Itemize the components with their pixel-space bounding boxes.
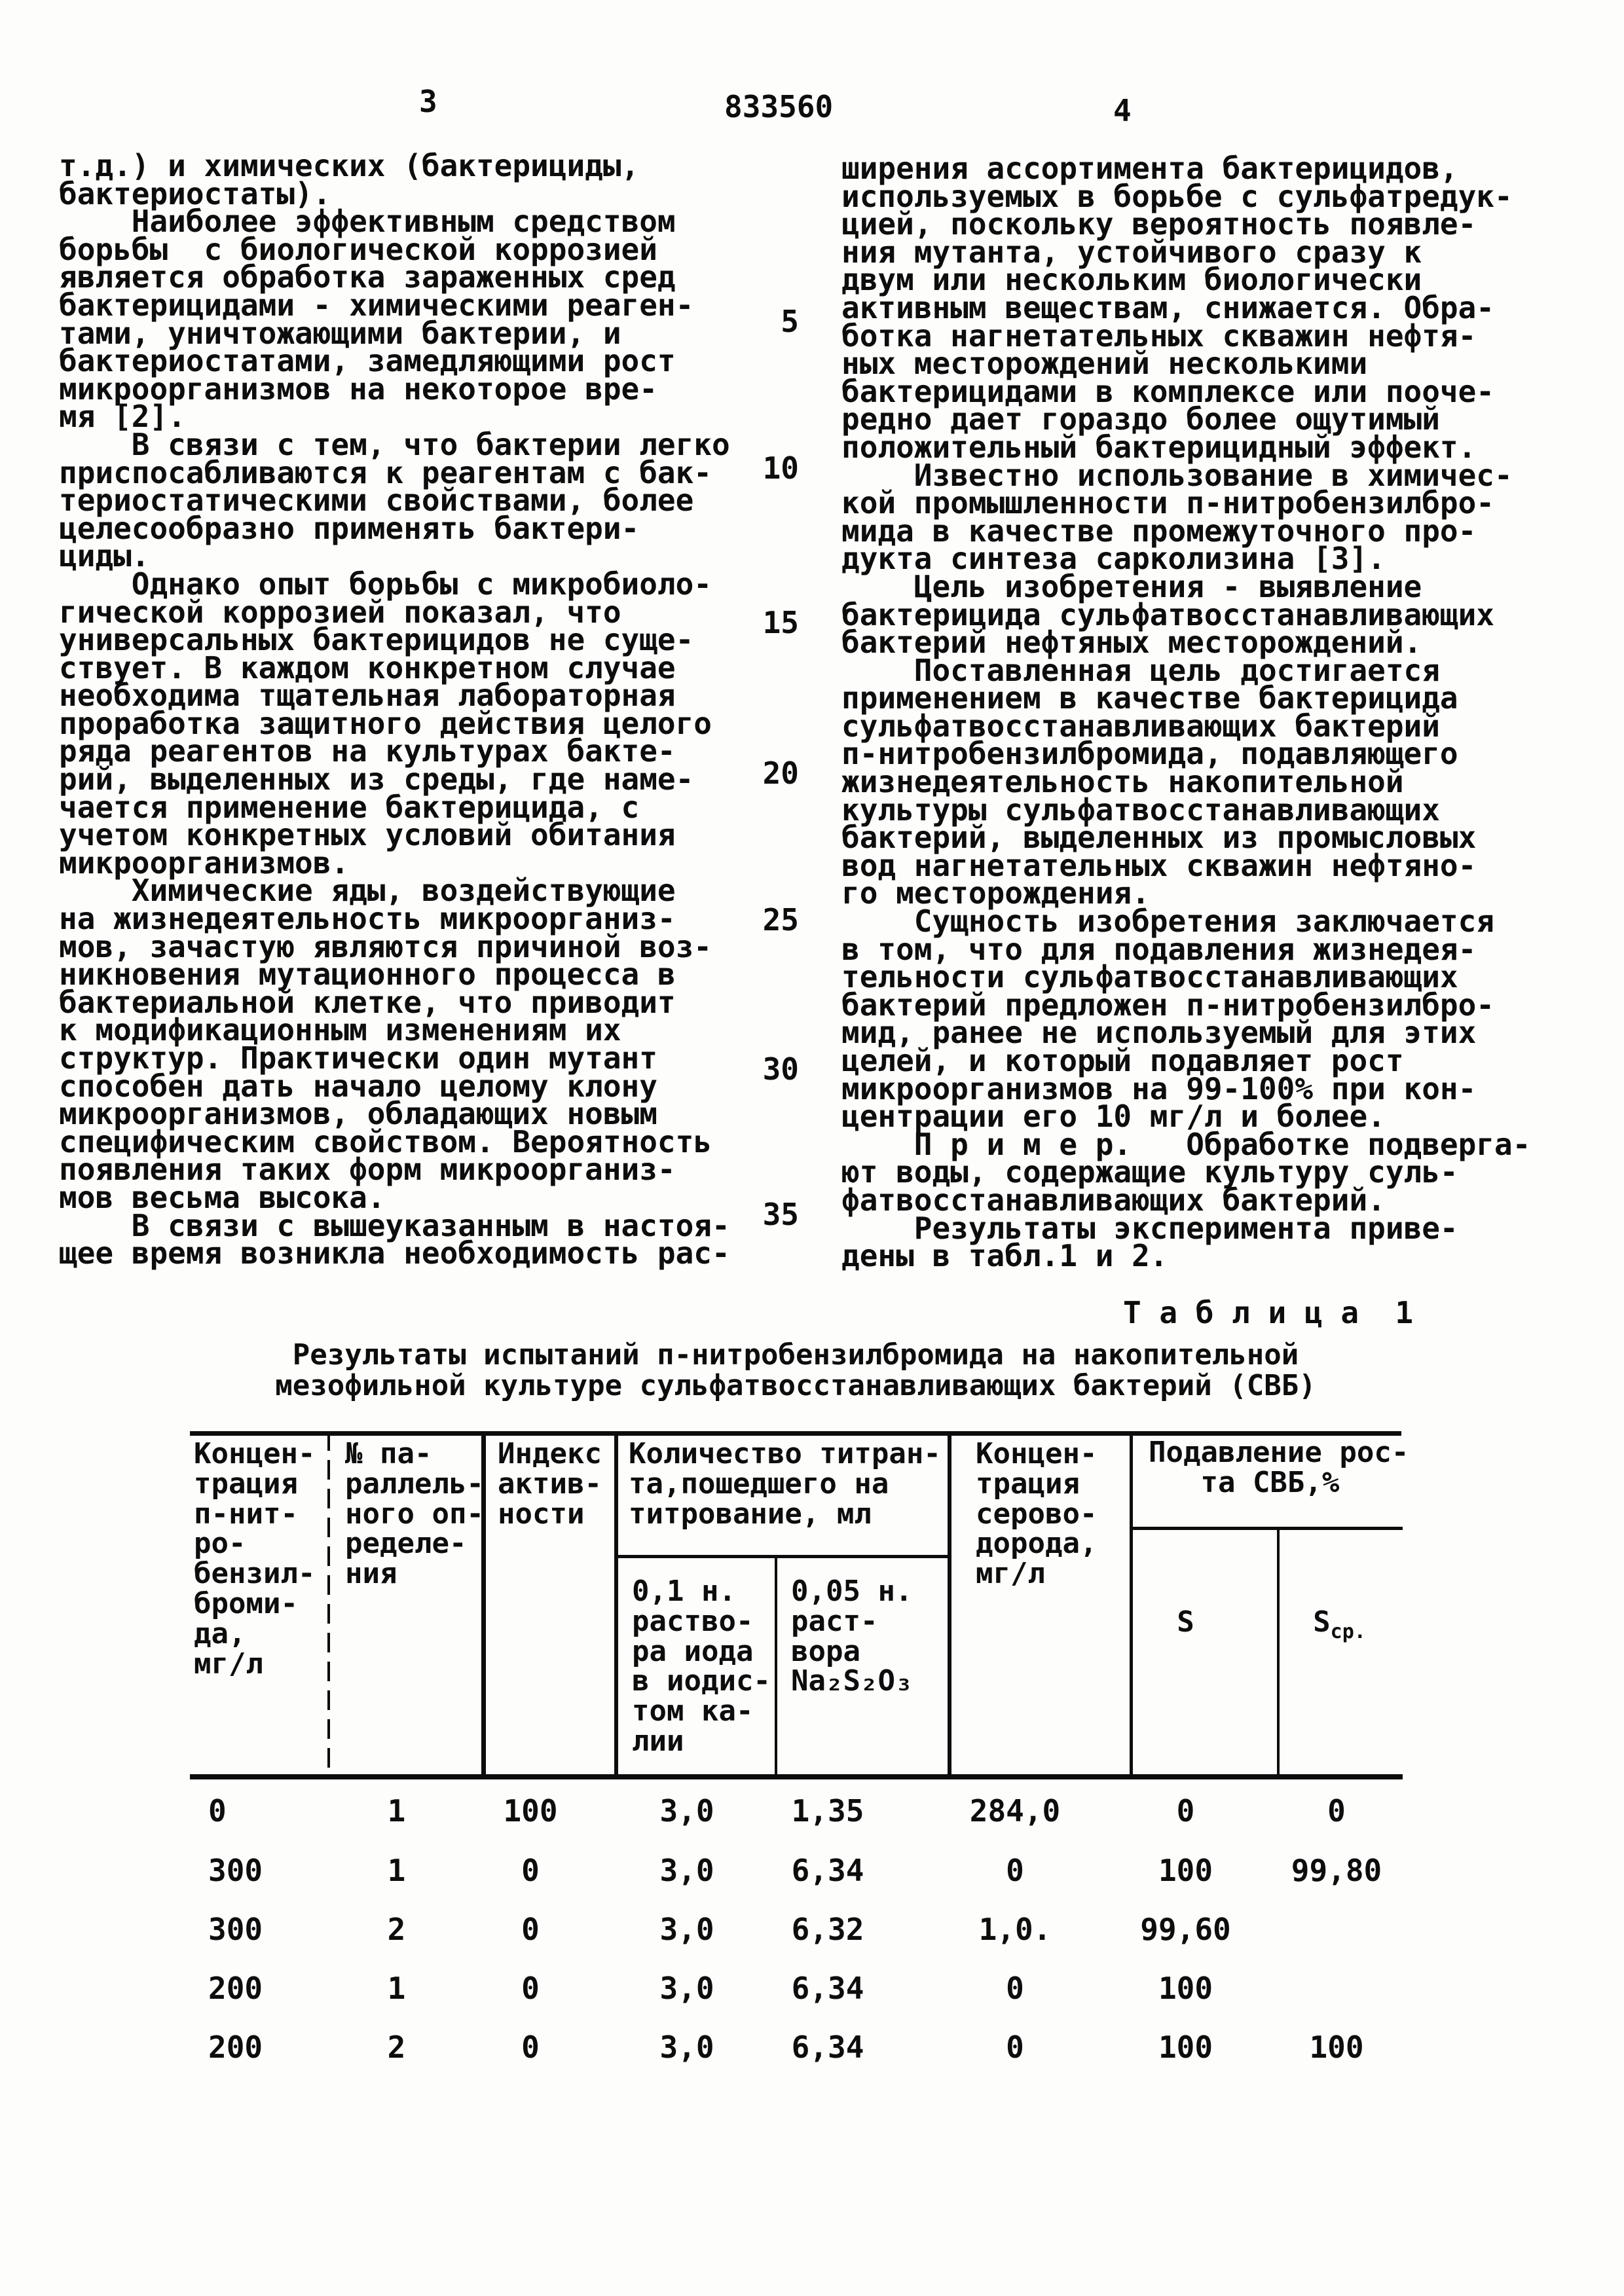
text-line: ного оп-	[345, 1497, 484, 1531]
text-column-right	[841, 151, 1536, 1274]
text-line: проработка защитного действия целого	[59, 705, 712, 741]
text-line: является обработка зараженных сред	[59, 259, 676, 295]
table-cell: 0	[1006, 2030, 1024, 2065]
text-line: ния	[345, 1557, 397, 1591]
table-cell: 1	[387, 1853, 406, 1888]
text-line: Сущность изобретения заключается	[841, 903, 1494, 939]
text-line: 20	[762, 756, 799, 791]
table-cell: 6,34	[791, 1853, 864, 1888]
text-line: го месторождения.	[841, 875, 1150, 911]
text-line: Концен-	[194, 1437, 316, 1470]
text-line: приспосабливаются к реагентам с бак-	[59, 454, 712, 490]
text-line: ют воды, содержащие культуру суль-	[841, 1154, 1458, 1190]
table-cell: 200	[208, 1971, 263, 2006]
text-line: культуры сульфатвосстанавливающих	[841, 792, 1440, 828]
text-line: щее время возникла необходимость рас-	[59, 1235, 730, 1271]
text-line: ных месторождений несколькими	[841, 346, 1368, 382]
text-line: учетом конкретных условий обитания	[59, 817, 676, 853]
table-cell: 2	[387, 2030, 406, 2065]
text-line: бактерий нефтяных месторождений.	[841, 625, 1422, 661]
header-h2s-concentration	[976, 1439, 1097, 1589]
text-line: Наиболее эффективным средством	[59, 204, 676, 240]
text-line: титрование, мл	[629, 1497, 872, 1531]
text-line: цией, поскольку вероятность появле-	[841, 206, 1477, 242]
table-cell: 100	[503, 1793, 558, 1829]
text-line: мг/л	[976, 1557, 1045, 1591]
text-line: появления таких форм микроорганиз-	[59, 1152, 676, 1188]
table-cell: 0	[208, 1793, 227, 1829]
text-line: мида в качестве промежуточного про-	[841, 513, 1477, 549]
table-cell: 100	[1158, 1853, 1213, 1888]
text-line: 10	[762, 450, 799, 486]
text-line: та СВБ,%	[1149, 1465, 1340, 1499]
header-s-average	[1285, 1605, 1393, 1643]
text-line: 30	[762, 1051, 799, 1087]
text-line: броми-	[194, 1586, 298, 1620]
table-rule-suppression-group	[1132, 1527, 1403, 1530]
text-line: ряда реагентов на культурах бакте-	[59, 733, 676, 769]
table-cell: 6,34	[791, 2030, 864, 2065]
text-line: в том, что для подавления жизнедея-	[841, 931, 1477, 967]
text-line: териостатическими свойствами, более	[59, 483, 694, 519]
table-vline-3	[614, 1431, 618, 1779]
text-line: серово-	[976, 1497, 1098, 1531]
text-line: способен дать начало целому клону	[59, 1068, 657, 1104]
header-iodine-solution	[632, 1576, 771, 1757]
table-cell: 99,60	[1140, 1912, 1231, 1947]
text-line: том ка-	[632, 1694, 754, 1728]
table-cell: 100	[1158, 2030, 1213, 2065]
text-line: целей, и который подавляет рост	[841, 1043, 1404, 1078]
table-vline-1	[327, 1431, 330, 1779]
table-row	[0, 1855, 1624, 1886]
table-row	[0, 1795, 1624, 1827]
text-line: мя [2].	[59, 399, 186, 435]
table-cell: 2	[387, 1912, 406, 1947]
text-line: бактериостаты).	[59, 175, 331, 211]
text-line: бактерицидами в комплексе или пооче-	[841, 373, 1494, 409]
s-average-base: S	[1313, 1605, 1331, 1639]
text-line: 0,1 н.	[632, 1575, 736, 1608]
text-line: вод нагнетательных скважин нефтяно-	[841, 847, 1477, 883]
text-line: микроорганизмов на некоторое вре-	[59, 371, 657, 407]
text-line: специфическим свойством. Вероятность	[59, 1123, 712, 1159]
text-line: ро-	[194, 1527, 246, 1561]
table-cell: 200	[208, 2030, 263, 2065]
text-line: мов, зачастую являются причиной воз-	[59, 928, 712, 964]
text-line: бензил-	[194, 1557, 316, 1591]
text-line: 15	[762, 605, 799, 640]
header-titrant-group	[629, 1439, 941, 1529]
table-cell: 3,0	[659, 1793, 714, 1829]
table-row	[0, 2032, 1624, 2063]
table-cell: 1	[387, 1793, 406, 1829]
text-line: П р и м е р. Обработке подверга-	[841, 1126, 1531, 1162]
text-line: ширения ассортимента бактерицидов,	[841, 151, 1458, 186]
text-line: Na₂S₂O₃	[791, 1664, 913, 1698]
text-line: чается применение бактерицида, с	[59, 789, 640, 825]
text-line: ра иода	[632, 1634, 754, 1668]
text-line: 25	[762, 902, 799, 938]
text-line: тами, уничтожающими бактерии, и	[59, 315, 621, 351]
text-line: бактерицидами - химическими реаген-	[59, 287, 694, 323]
text-line: кой промышленности п-нитробензилбро-	[841, 485, 1494, 521]
table-cell: 1,0.	[978, 1912, 1052, 1947]
table-cell: 0	[1006, 1971, 1024, 2006]
text-line: мг/л	[194, 1647, 263, 1681]
table-label: Т а б л и ц а 1	[1123, 1295, 1414, 1330]
text-line: Результаты испытаний п-нитробензилбромида на накопительной	[292, 1338, 1299, 1372]
text-line: раст-	[791, 1604, 878, 1638]
header-thiosulfate	[791, 1576, 912, 1696]
text-line: в иодис-	[632, 1664, 771, 1698]
text-line: микроорганизмов на 99-100% при кон-	[841, 1070, 1477, 1106]
table-vline-4	[775, 1555, 777, 1779]
text-line: ности	[498, 1497, 585, 1531]
text-line: да,	[194, 1616, 246, 1650]
text-line: фатвосстанавливающих бактерий.	[841, 1182, 1386, 1218]
table-vline-7	[1277, 1527, 1280, 1779]
header-activity-index	[498, 1439, 602, 1529]
text-line: Индекс	[498, 1437, 602, 1470]
table-cell: 3,0	[659, 1912, 714, 1947]
table-cell: 0	[521, 1971, 540, 2006]
table-cell: 300	[208, 1912, 263, 1947]
text-line: та,пошедшего на	[629, 1467, 889, 1501]
text-line: ределе-	[345, 1527, 467, 1561]
text-line: В связи с тем, что бактерии легко	[59, 426, 730, 462]
text-line: на жизнедеятельность микроорганиз-	[59, 901, 676, 937]
table-cell: 300	[208, 1853, 263, 1888]
text-line: двум или нескольким биологически	[841, 262, 1422, 298]
text-line: Количество титран-	[629, 1437, 941, 1470]
text-line: тельности сульфатвосстанавливающих	[841, 959, 1458, 995]
table-cell: 6,32	[791, 1912, 864, 1947]
text-line: трация	[194, 1467, 298, 1501]
table-cell: 0	[521, 2030, 540, 2065]
text-line: циды.	[59, 538, 150, 574]
text-line: бактериостатами, замедляющими рост	[59, 343, 676, 379]
text-line: активным веществам, снижается. Обра-	[841, 289, 1494, 325]
text-line: 5	[781, 304, 799, 339]
text-line: гической коррозией показал, что	[59, 594, 621, 630]
table-cell: 284,0	[969, 1793, 1061, 1829]
text-line: вора	[791, 1634, 860, 1668]
table-cell: 100	[1158, 1971, 1213, 2006]
s-average-subscript: ср.	[1330, 1620, 1366, 1643]
table-cell: 0	[1327, 1793, 1346, 1829]
table-rule-titrant-group	[616, 1555, 950, 1558]
text-line: т.д.) и химических (бактерициды,	[59, 148, 640, 183]
text-line: микроорганизмов, обладающих новым	[59, 1096, 657, 1132]
page-number-left: 3	[419, 84, 437, 119]
text-line: Результаты эксперимента приве-	[841, 1210, 1458, 1246]
text-line: дорода,	[976, 1527, 1098, 1561]
text-line: сульфатвосстанавливающих бактерий	[841, 708, 1440, 744]
text-line: ботка нагнетательных скважин нефтя-	[841, 318, 1477, 354]
text-line: бактерицида сульфатвосстанавливающих	[841, 596, 1494, 632]
text-line: Однако опыт борьбы с микробиоло-	[59, 566, 712, 602]
text-line: раство-	[632, 1604, 754, 1638]
text-line: бактерий, выделенных из промысловых	[841, 820, 1477, 856]
text-line: Цель изобретения - выявление	[841, 568, 1422, 604]
text-line: раллель-	[345, 1467, 484, 1501]
text-line: ния мутанта, устойчивого сразу к	[841, 234, 1422, 270]
table-cell: 6,34	[791, 1971, 864, 2006]
table-cell: 99,80	[1291, 1853, 1382, 1888]
table-cell: 100	[1309, 2030, 1364, 2065]
table-cell: 0	[1006, 1853, 1024, 1888]
text-line: дены в табл.1 и 2.	[841, 1238, 1168, 1274]
text-line: Химические яды, воздействующие	[59, 873, 676, 909]
text-line: универсальных бактерицидов не суще-	[59, 622, 694, 658]
text-line: 0,05 н.	[791, 1575, 913, 1608]
text-line: никновения мутационного процесса в	[59, 957, 676, 993]
text-line: 35	[762, 1197, 799, 1232]
text-line: бактериальной клетке, что приводит	[59, 984, 676, 1020]
text-line: № па-	[345, 1437, 432, 1470]
text-line: редно дает гораздо более ощутимый	[841, 401, 1440, 437]
text-line: актив-	[498, 1467, 602, 1501]
table-vline-5	[948, 1431, 951, 1779]
text-line: мов весьма высока.	[59, 1179, 386, 1215]
header-parallel-number	[345, 1439, 484, 1589]
table-rule-top	[190, 1431, 1401, 1436]
text-line: Концен-	[976, 1437, 1098, 1470]
text-line: рий, выделенных из среды, где наме-	[59, 761, 694, 797]
text-line: Подавление рос-	[1149, 1436, 1409, 1469]
text-line: трация	[976, 1467, 1080, 1501]
table-row	[0, 1973, 1624, 2004]
table-row	[0, 1914, 1624, 1945]
table-cell: 3,0	[659, 2030, 714, 2065]
text-line: бактерий предложен п-нитробензилбро-	[841, 987, 1494, 1023]
text-line: дукта синтеза сарколизина [3].	[841, 541, 1386, 577]
table-cell: 1	[387, 1971, 406, 2006]
text-line: жизнедеятельность накопительной	[841, 764, 1404, 800]
text-line: целесообразно применять бактери-	[59, 510, 640, 546]
text-line: необходима тщательная лабораторная	[59, 678, 676, 714]
text-line: центрации его 10 мг/л и более.	[841, 1099, 1386, 1135]
text-line: борьбы с биологической коррозией	[59, 231, 657, 267]
header-suppression-group	[1149, 1438, 1409, 1498]
header-concentration-pnbb	[194, 1439, 315, 1679]
text-line: п-нит-	[194, 1497, 298, 1531]
table-cell: 3,0	[659, 1971, 714, 2006]
table-cell: 0	[521, 1853, 540, 1888]
table-caption	[190, 1339, 1401, 1401]
text-line: Поставленная цель достигается	[841, 652, 1440, 688]
text-line: лии	[632, 1724, 684, 1758]
text-line: ствует. В каждом конкретном случае	[59, 649, 676, 685]
text-line: используемых в борьбе с сульфатредук-	[841, 178, 1513, 214]
text-column-left	[59, 148, 786, 1271]
text-line: п-нитробензилбромида, подавляющего	[841, 736, 1458, 772]
text-line: мезофильной культуре сульфатвосстанавливающих бактерий (СВБ)	[275, 1369, 1316, 1402]
text-line: применением в качестве бактерицида	[841, 680, 1458, 716]
table-cell: 0	[1176, 1793, 1195, 1829]
table-rule-header-bottom	[190, 1774, 1403, 1779]
text-line: положительный бактерицидный эффект.	[841, 429, 1477, 465]
text-line: микроорганизмов.	[59, 845, 350, 881]
text-line: к модификационным изменениям их	[59, 1012, 621, 1048]
text-line: мид, ранее не используемый для этих	[841, 1015, 1477, 1051]
table-cell: 0	[521, 1912, 540, 1947]
table-cell: 3,0	[659, 1853, 714, 1888]
text-line: Известно использование в химичес-	[841, 457, 1513, 493]
table-cell: 1,35	[791, 1793, 864, 1829]
page-number-right: 4	[1113, 93, 1132, 128]
text-line: структур. Практически один мутант	[59, 1040, 657, 1076]
header-s: S	[1177, 1605, 1194, 1639]
table-vline-6	[1130, 1431, 1133, 1779]
text-line: В связи с вышеуказанным в настоя-	[59, 1207, 730, 1243]
patent-number: 833560	[724, 89, 834, 124]
